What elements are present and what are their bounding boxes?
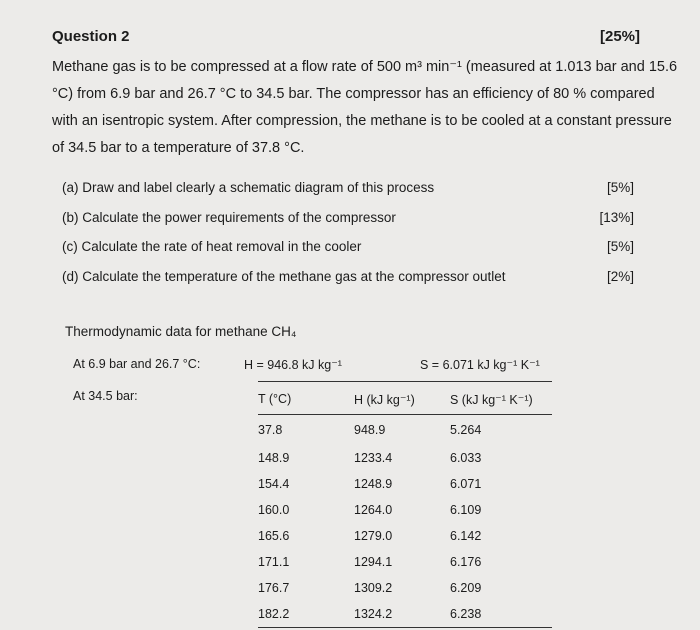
table-cell: 6.238 [450, 601, 552, 628]
table-cell: 1248.9 [354, 477, 393, 491]
table-row [258, 445, 552, 471]
table-row [258, 601, 552, 628]
question-marks: [25%] [599, 28, 640, 45]
inlet-entropy: S = 6.071 kJ kg⁻¹ K⁻¹ [420, 358, 540, 372]
table-cell: 148.9 [258, 451, 290, 465]
table-pressure-label: At 34.5 bar: [73, 389, 138, 403]
table-header-row [258, 384, 552, 415]
part-marks: [5%] [606, 180, 634, 195]
part-b [62, 210, 634, 240]
table-cell: 6.209 [450, 581, 482, 595]
part-text: (a) Draw and label clearly a schematic diagram of this process [62, 180, 435, 195]
column-header: T (°C) [258, 384, 354, 415]
table-cell: 176.7 [258, 581, 290, 595]
table-cell: 37.8 [258, 423, 283, 437]
table-cell: 948.9 [354, 423, 386, 437]
problem-statement [52, 54, 678, 162]
inlet-enthalpy: H = 946.8 kJ kg⁻¹ [244, 358, 342, 372]
table-cell: 1279.0 [354, 529, 393, 543]
part-c [62, 239, 634, 269]
question-title: Question 2 [52, 28, 130, 45]
problem-line: Methane gas is to be compressed at a flow rate of 500 m³ min⁻¹ (measured at 1.013 bar and 15.6 [52, 59, 678, 75]
part-a [62, 180, 634, 210]
table-cell: 160.0 [258, 503, 290, 517]
table-cell: 6.109 [450, 503, 482, 517]
table-row [258, 471, 552, 497]
part-marks: [2%] [606, 268, 634, 284]
part-text: (d) Calculate the temperature of the methane gas at the compressor outlet [62, 268, 506, 284]
question-parts [62, 180, 634, 298]
table-cell: 1324.2 [354, 601, 450, 628]
table-cell: 165.6 [258, 529, 290, 543]
problem-line: °C) from 6.9 bar and 26.7 °C to 34.5 bar. The compressor has an efficiency of 80 % compared [52, 86, 655, 102]
inlet-condition-label: At 6.9 bar and 26.7 °C: [73, 357, 201, 371]
table-row [258, 575, 552, 601]
table-top-rule [258, 381, 552, 382]
table-cell: 182.2 [258, 601, 354, 628]
table-cell: 1233.4 [354, 451, 393, 465]
table-cell: 171.1 [258, 555, 290, 569]
problem-line: with an isentropic system. After compression, the methane is to be cooled at a constant pressure [52, 113, 672, 129]
table-cell: 1309.2 [354, 581, 393, 595]
part-marks: [5%] [606, 239, 634, 254]
table-cell: 6.176 [450, 555, 482, 569]
part-d [62, 269, 634, 299]
part-text: (b) Calculate the power requirements of the compressor [62, 209, 396, 225]
table-cell: 5.264 [450, 423, 482, 437]
table-cell: 6.033 [450, 451, 482, 465]
table-cell: 6.071 [450, 477, 482, 491]
problem-line: of 34.5 bar to a temperature of 37.8 °C. [52, 140, 305, 156]
part-text: (c) Calculate the rate of heat removal in the cooler [62, 239, 362, 254]
table-cell: 1294.1 [354, 555, 393, 569]
table-row [258, 497, 552, 523]
methane-property-table [258, 384, 552, 628]
table-cell: 154.4 [258, 477, 290, 491]
column-header: S (kJ kg⁻¹ K⁻¹) [450, 384, 552, 415]
table-row [258, 523, 552, 549]
table-row [258, 415, 552, 446]
thermo-title: Thermodynamic data for methane CH₄ [65, 324, 297, 339]
table-cell: 6.142 [450, 529, 482, 543]
table-row [258, 549, 552, 575]
column-header: H (kJ kg⁻¹) [354, 384, 450, 415]
table-cell: 1264.0 [354, 503, 393, 517]
part-marks: [13%] [599, 209, 634, 225]
